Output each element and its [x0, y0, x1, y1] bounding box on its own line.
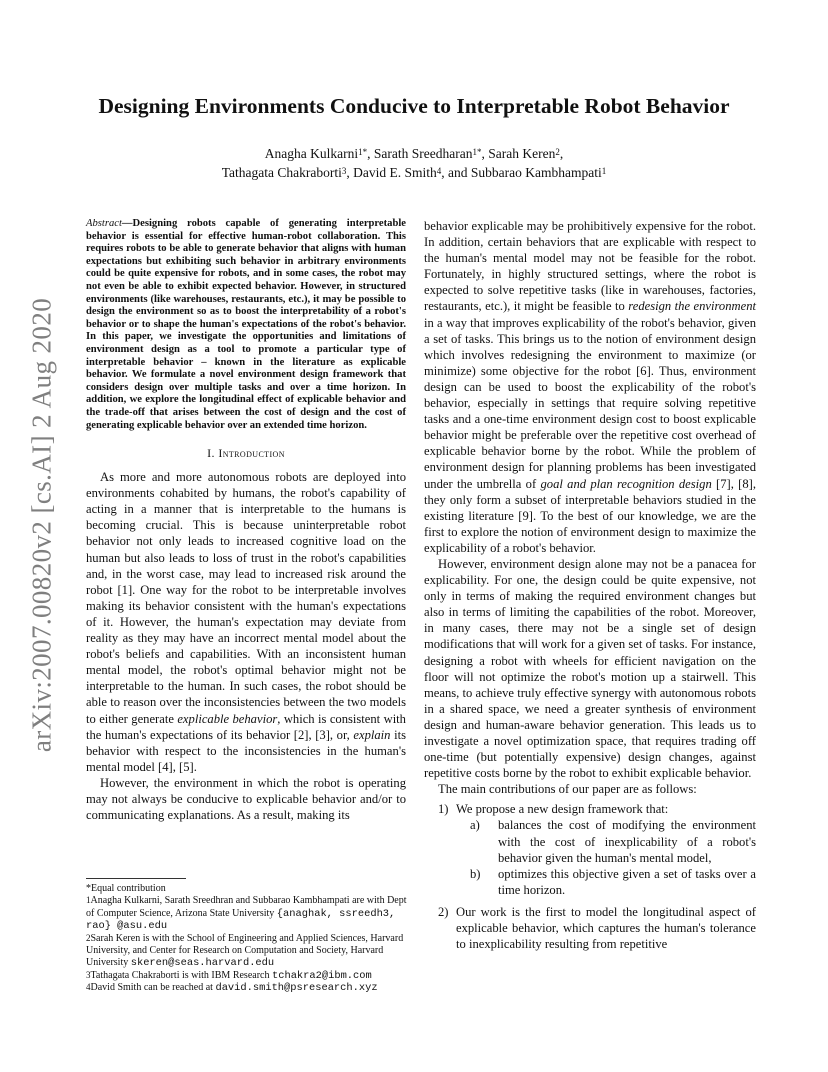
footnote-2	[86, 933, 416, 970]
affiliation-mark: 3	[341, 166, 347, 176]
footnote-email[interactable]: david.smith@psresearch.xyz	[215, 982, 378, 995]
footnote-text: David Smith can be reached at	[90, 982, 216, 994]
footnote-rule	[86, 878, 186, 879]
emphasis-explain: explain	[353, 727, 391, 742]
author-list	[0, 144, 828, 182]
affiliation-mark: 2	[555, 147, 560, 157]
contribution-item-2	[424, 904, 756, 952]
footnote-equal-contribution: *Equal contribution	[86, 883, 166, 894]
intro-paragraph-1	[86, 469, 406, 775]
author-name: , Sarath Sreedharan	[367, 146, 473, 161]
intro-paragraph-4: However, environment design alone may not be a panacea for explicability. For one, the design could be quite expensive, not only in terms of making the required environment changes but also in terms of limiting the capabilities of the robot. Moreover, in many cases, there may not be a single set of design modifications that will work for a given set of tasks. For instance, designing a robot with wheels for efficient navigation on the floor will not optimize the robot's motion up a stairwell. This means, to achieve truly effective synergy with autonomous robots in a shared space, we need a greater synthesis of environment design and human-aware behavior generation. This leads us to investigate a novel optimization space, that requires trading off one-time (but potentially expensive) design changes, against repetitive costs borne by the robot to exhibit explicable behavior.	[424, 556, 756, 781]
author-separator: ,	[559, 146, 564, 161]
text-run: As more and more autonomous robots are deployed into environments cohabited by humans, the robot's capability of acting in a manner that is interpretable to the humans is becoming crucial. This is because uninterpretable robot behavior not only leads to increased cognitive load on the human but also leads to loss of trust in the robot's capabilities and, in the worst case, may lead to increased risk around the robot [1]. One way for the robot to be interpretable involves making its behavior consistent with the human's expectations of it. However, the human's expectation may deviate from reality as they may have an incorrect mental model about the robot's beliefs and capabilities. With an inconsistent human mental model, the robot's optimal behavior might not be interpretable to the human. In such cases, the robot should be able to reason over the inconsistencies between the two models to either generate	[86, 470, 406, 726]
sub-list	[456, 817, 756, 897]
arxiv-identifier-text: arXiv:2007.00820v2 [cs.AI] 2 Aug 2020	[26, 297, 57, 753]
contribution-item-1	[424, 801, 756, 898]
text-run: behavior explicable may be prohibitively expensive for the robot. In addition, certain behaviors that are explicable with respect to the human's mental model may not be feasible for the robot. Fortunately, in highly structured settings, where the robot is expected to solve repetitive tasks (like in warehouses, factories, restaurants, etc.), it might be feasible to	[424, 219, 756, 314]
list-letter: a)	[470, 818, 480, 833]
footnote-mark: 1	[86, 895, 91, 906]
emphasis-goal-plan-recognition: goal and plan recognition design	[540, 476, 712, 491]
left-column	[86, 218, 406, 823]
footnote-4	[86, 982, 416, 994]
text-run: in a way that improves explicability of the robot's behavior, given a set of tasks. This brings us to the notion of environment design which involves redesigning the environment to maximize (or minimize) some objective for the robot [6]. Thus, environment design can be used to boost the explicability of the robot's behavior, especially in settings that require solving repetitive tasks and a one-time environment design cost to boost explicable behavior might be preferable over the repetitive cost overhead of explicable behavior borne by the robot. While the problem of environment design for planning problems has been investigated under the umbrella of	[424, 315, 756, 491]
footnotes	[86, 878, 416, 995]
list-number: 2)	[438, 904, 449, 919]
intro-paragraph-2: However, the environment in which the robot is operating may not always be conducive to explicable behavior and/or to communicating explanations. As a result, making its	[86, 775, 406, 823]
right-column	[424, 218, 756, 952]
footnote-email[interactable]: {anaghak, ssreedh3, rao} @asu.edu	[86, 907, 396, 933]
abstract-label: Abstract	[86, 218, 122, 229]
footnote-text: Tathagata Chakraborti is with IBM Research	[90, 969, 272, 981]
footnote-email[interactable]: tchakra2@ibm.com	[271, 969, 372, 982]
list-letter: b)	[470, 866, 481, 881]
author-name: Anagha Kulkarni	[264, 146, 359, 161]
text-run: [7], [8], they only form a subset of interpretable behaviors studied in the existing literature [9]. To the best of our knowledge, we are the first to explore the notion of environment design to maximize the explicability of a robot's behavior.	[424, 476, 757, 555]
author-name: Tathagata Chakraborti	[221, 165, 342, 180]
paper-title: Designing Environments Conducive to Interpretable Robot Behavior	[98, 94, 730, 118]
contributions-list	[424, 801, 756, 952]
abstract-text: Designing robots capable of generating interpretable behavior is essential for effective human-robot collaboration. This requires robots to be able to generate behavior that aligns with human expectations but exhibiting such behavior in arbitrary environments could be quite expensive for robots, and in some cases, the robot may not even be able to exhibit expected behavior. However, in structured environments (like warehouses, restaurants, etc.), it may be possible to design the environment so as to boost the interpretability of a robot's behavior or to shape the human's expectations of the robot's behavior. In this paper, we investigate the opportunities and limitations of environment design as a tool to promote a particular type of interpretable behavior – known in the literature as explicable behavior. We formulate a novel environment design framework that considers design over multiple tasks and over a time horizon. In addition, we explore the longitudinal effect of explicable behavior and the trade-off that arises between the cost of design and the cost of generating explicable behavior over an extended time horizon.	[86, 218, 406, 431]
footnote-mark: 2	[86, 932, 91, 943]
arxiv-identifier-stamp	[22, 295, 62, 755]
footnote-email[interactable]: skeren@seas.harvard.edu	[130, 957, 275, 970]
affiliation-mark: 1*	[358, 147, 368, 157]
abstract	[86, 218, 406, 432]
intro-paragraph-3	[424, 218, 756, 556]
list-number: 1)	[438, 802, 449, 817]
sub-item-b	[456, 866, 756, 898]
section-heading-introduction	[86, 446, 406, 461]
emphasis-explicable-behavior: explicable behavior	[177, 711, 278, 726]
sub-item-a	[456, 817, 756, 865]
footnote-text: Sarah Keren is with the School of Engineering and Applied Sciences, Harvard University, and Center for Research on Computation and Society, Harvard University	[86, 932, 404, 969]
author-name: , Sarah Keren	[481, 146, 556, 161]
footnote-1	[86, 895, 416, 932]
text-run: its behavior with respect to the inconsistencies in the human's mental model [4], [5].	[86, 727, 406, 774]
footnote-mark: 4	[86, 982, 91, 993]
abstract-dash: —	[121, 218, 133, 229]
author-line-2	[0, 163, 828, 182]
section-number: I.	[207, 446, 215, 461]
contribution-text: Our work is the first to model the longitudinal aspect of explicable behavior, which captures the human's tolerance to inexplicability resulting from repetitive	[456, 904, 756, 952]
sub-item-text: balances the cost of modifying the environment with the cost of inexplicability of a robot's behavior given the human's mental model,	[498, 818, 756, 865]
author-line-1	[0, 144, 828, 163]
text-run: , which is consistent with the human's expectations of its behavior [2], [3], or,	[86, 711, 406, 742]
author-name: , and Subbarao Kambhampati	[441, 165, 602, 180]
contribution-text: We propose a new design framework that:	[456, 802, 669, 817]
affiliation-mark: 1*	[472, 147, 482, 157]
emphasis-redesign: redesign the environment	[628, 299, 756, 314]
affiliation-mark: 1	[601, 166, 607, 176]
footnote-3	[86, 970, 416, 982]
contributions-lead: The main contributions of our paper are as follows:	[438, 782, 697, 797]
author-name: , David E. Smith	[346, 165, 437, 180]
section-title: Introduction	[218, 446, 285, 461]
sub-item-text: optimizes this objective given a set of tasks over a time horizon.	[498, 866, 756, 897]
affiliation-mark: 4	[436, 166, 442, 176]
footnote-mark: 3	[86, 969, 91, 980]
footnote-text: Anagha Kulkarni, Sarath Sreedhran and Subbarao Kambhampati are with Dept of Computer Science, Arizona State University	[86, 895, 407, 919]
